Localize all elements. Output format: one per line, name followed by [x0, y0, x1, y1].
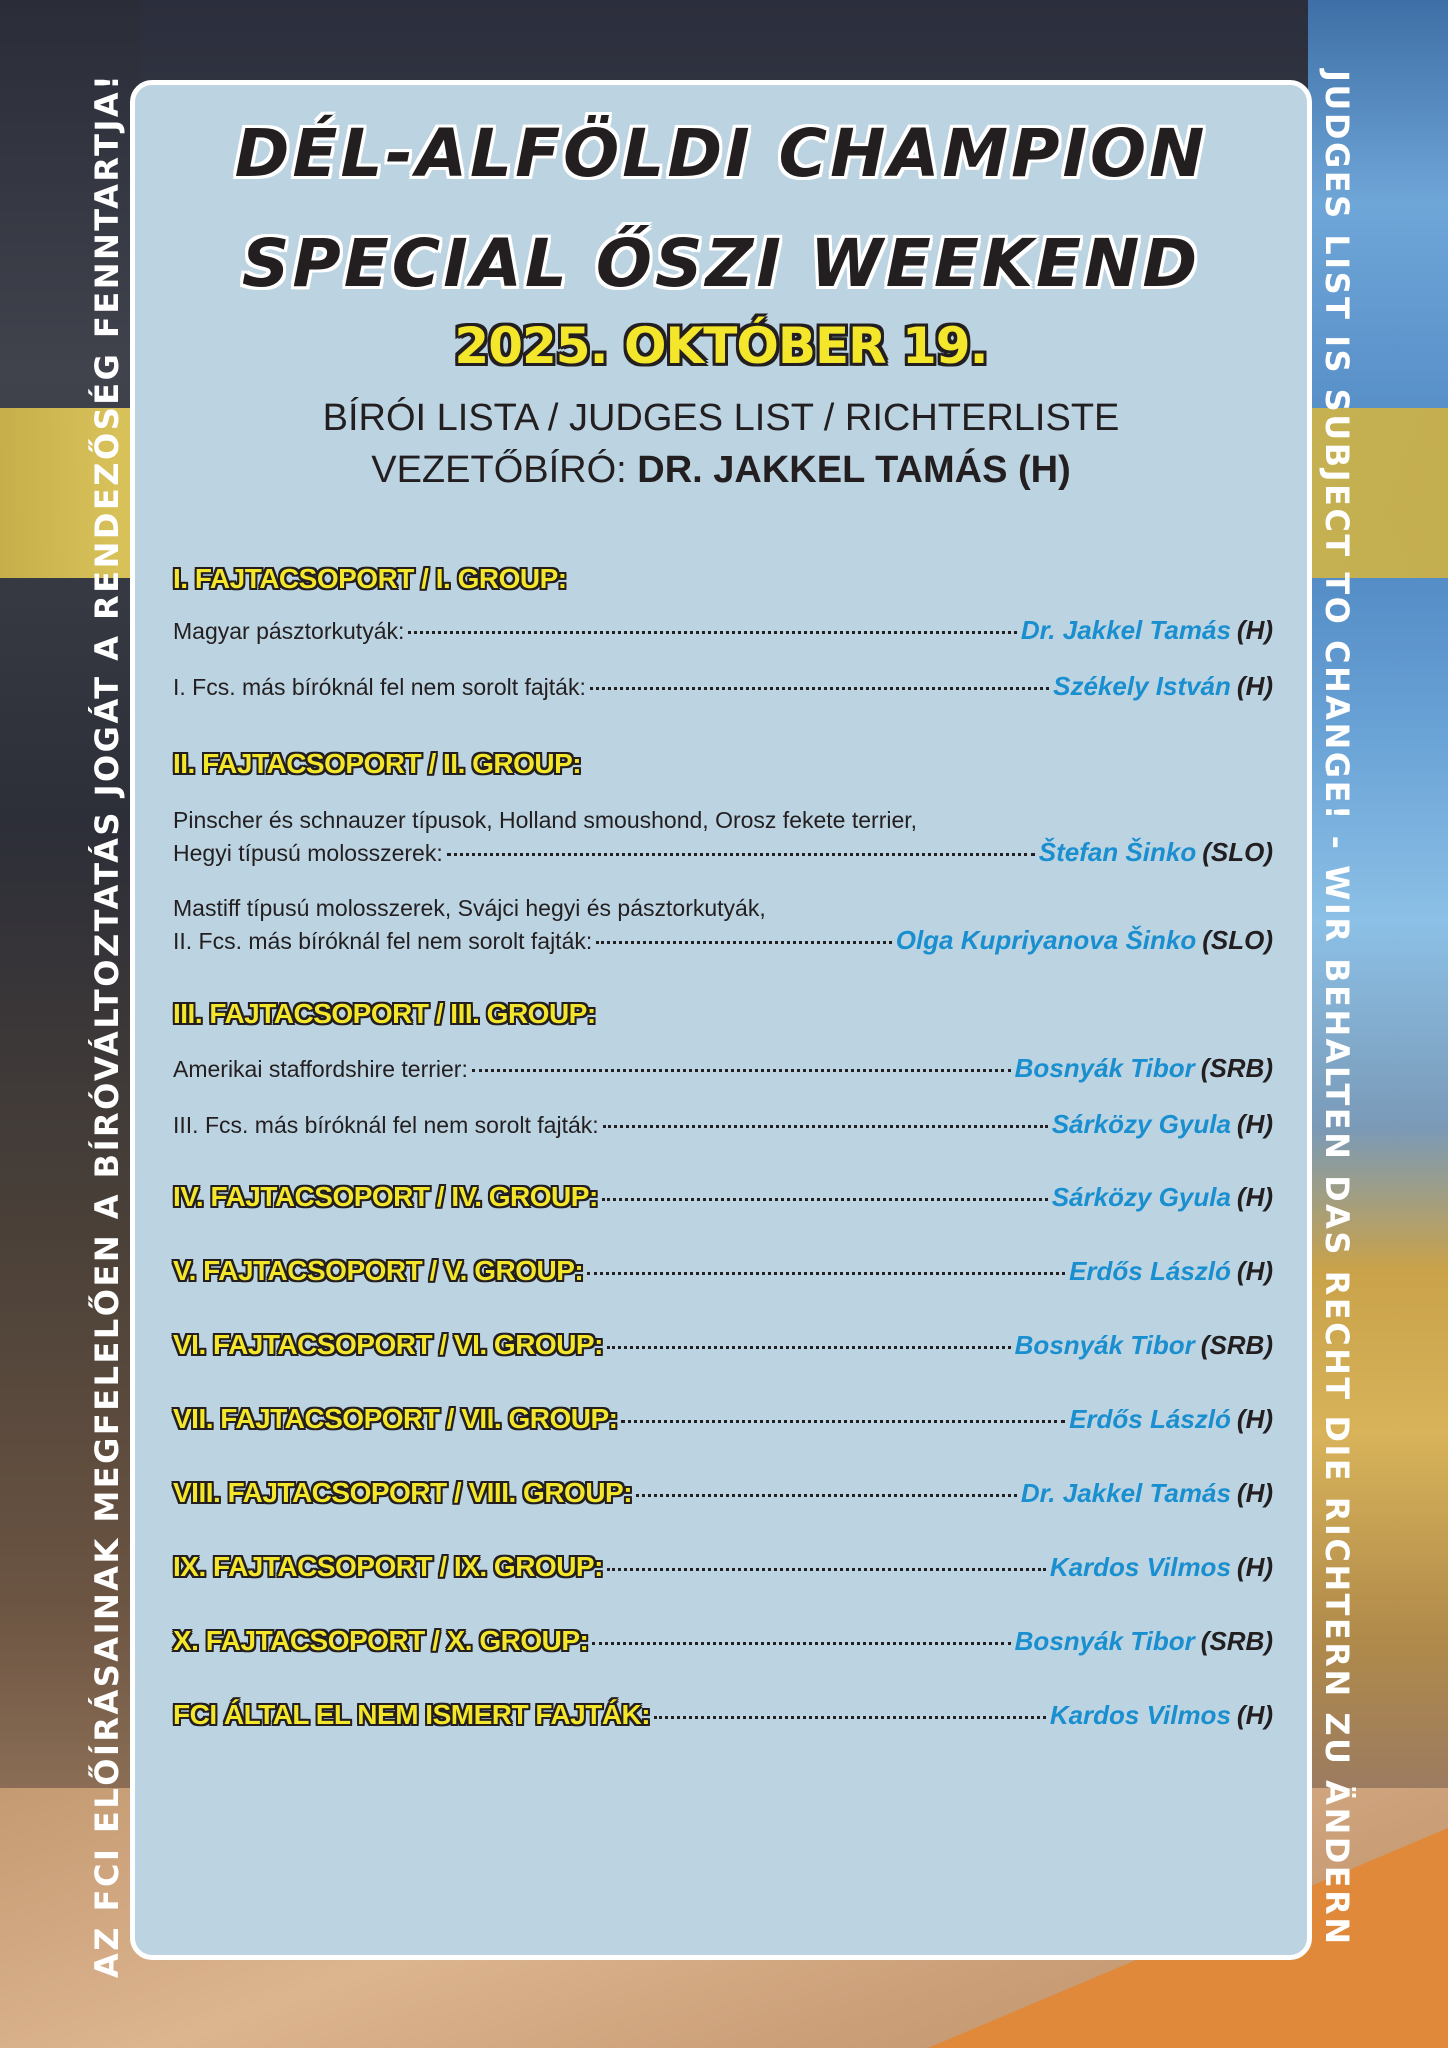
- chief-judge-prefix: VEZETŐBÍRÓ:: [371, 449, 638, 491]
- group-row-4: [173, 1181, 1273, 1221]
- judge-country: (H): [1236, 1478, 1273, 1508]
- breed-label: Amerikai staffordshire terrier:: [173, 1056, 468, 1082]
- judge-country: (H): [1236, 1404, 1273, 1434]
- judge-country: (H): [1236, 1109, 1273, 1139]
- judge-country: (H): [1236, 615, 1273, 645]
- dot-leader: [408, 631, 1016, 634]
- judge-name: Dr. Jakkel Tamás: [1020, 1478, 1231, 1508]
- judge-country: (H): [1236, 1552, 1273, 1582]
- judge-name: Sárközy Gyula: [1051, 1182, 1231, 1212]
- breed-label: Magyar pásztorkutyák:: [173, 618, 405, 644]
- dot-leader: [596, 941, 891, 944]
- judge-name: Székely István: [1053, 671, 1231, 701]
- judge-row: [173, 671, 1273, 711]
- group-heading-1: I. FAJTACSOPORT / I. GROUP:: [173, 563, 567, 594]
- judge-name: Dr. Jakkel Tamás: [1020, 615, 1231, 645]
- group-row-10: [173, 1625, 1273, 1665]
- group-label: IV. FAJTACSOPORT / IV. GROUP:: [173, 1181, 598, 1212]
- dot-leader: [472, 1069, 1011, 1072]
- group-heading-3: III. FAJTACSOPORT / III. GROUP:: [173, 998, 596, 1029]
- judge-country: (SRB): [1200, 1053, 1273, 1083]
- dot-leader: [590, 687, 1049, 690]
- dot-leader: [621, 1420, 1065, 1423]
- breed-label-line1: Pinscher és schnauzer típusok, Holland smoushond, Orosz fekete terrier,: [173, 807, 918, 833]
- group-row-unrecognized: [173, 1699, 1273, 1739]
- group-row-5: [173, 1255, 1273, 1295]
- judge-name: Erdős László: [1069, 1256, 1231, 1286]
- group-label: V. FAJTACSOPORT / V. GROUP:: [173, 1255, 584, 1286]
- dot-leader: [603, 1125, 1048, 1128]
- breed-label: I. Fcs. más bíróknál fel nem sorolt fajták:: [173, 674, 586, 700]
- breed-label-line1: Mastiff típusú molosszerek, Svájci hegyi és pásztorkutyák,: [173, 895, 766, 921]
- judge-country: (H): [1236, 1182, 1273, 1212]
- judges-list-card: [130, 80, 1312, 1960]
- group-label: VIII. FAJTACSOPORT / VIII. GROUP:: [173, 1477, 633, 1508]
- breed-label: II. Fcs. más bíróknál fel nem sorolt fajták:: [173, 928, 593, 954]
- judge-row: [173, 1109, 1273, 1149]
- judge-country: (SLO): [1202, 837, 1273, 867]
- judge-country: (SRB): [1200, 1330, 1273, 1360]
- group-label: VI. FAJTACSOPORT / VI. GROUP:: [173, 1329, 603, 1360]
- breed-label: Hegyi típusú molosszerek:: [173, 840, 443, 866]
- judge-name: Olga Kupriyanova Šinko: [895, 925, 1197, 955]
- breed-label: III. Fcs. más bíróknál fel nem sorolt fajták:: [173, 1112, 599, 1138]
- judge-name: Kardos Vilmos: [1049, 1700, 1231, 1730]
- event-title-line1: DÉL-ALFÖLDI CHAMPION: [234, 115, 1208, 192]
- dot-leader: [592, 1642, 1010, 1645]
- group-label: FCI ÁLTAL EL NEM ISMERT FAJTÁK:: [173, 1699, 651, 1730]
- judge-country: (H): [1236, 1256, 1273, 1286]
- list-subtitle: BÍRÓI LISTA / JUDGES LIST / RICHTERLISTE: [322, 397, 1120, 439]
- chief-judge-name: DR. JAKKEL TAMÁS (H): [637, 449, 1071, 491]
- group-row-6: [173, 1329, 1273, 1369]
- group-label: X. FAJTACSOPORT / X. GROUP:: [173, 1625, 589, 1656]
- chief-judge-line: [135, 449, 1307, 492]
- judge-name: Bosnyák Tibor: [1014, 1053, 1195, 1083]
- group-row-7: [173, 1403, 1273, 1443]
- judge-country: (SRB): [1200, 1626, 1273, 1656]
- event-title-line2: SPECIAL ŐSZI WEEKEND: [241, 225, 1201, 302]
- dot-leader: [607, 1568, 1046, 1571]
- judge-name: Bosnyák Tibor: [1014, 1330, 1195, 1360]
- judge-name: Sárközy Gyula: [1051, 1109, 1231, 1139]
- group-row-9: [173, 1551, 1273, 1591]
- judge-name: Štefan Šinko: [1038, 837, 1197, 867]
- judge-row: [173, 1053, 1273, 1093]
- dot-leader: [607, 1346, 1011, 1349]
- side-notice-right: JUDGES LIST IS SUBJECT TO CHANGE! - WIR BEHALTEN DAS RECHT DIE RICHTERN ZU ÄNDERN: [1318, 70, 1356, 1947]
- judge-row: [173, 615, 1273, 655]
- dot-leader: [587, 1272, 1065, 1275]
- dot-leader: [602, 1198, 1048, 1201]
- dot-leader: [654, 1716, 1046, 1719]
- judge-country: (H): [1236, 1700, 1273, 1730]
- judge-name: Bosnyák Tibor: [1014, 1626, 1195, 1656]
- group-row-8: [173, 1477, 1273, 1517]
- dot-leader: [447, 853, 1035, 856]
- dot-leader: [636, 1494, 1017, 1497]
- judge-name: Erdős László: [1069, 1404, 1231, 1434]
- judge-country: (H): [1236, 671, 1273, 701]
- group-label: VII. FAJTACSOPORT / VII. GROUP:: [173, 1403, 618, 1434]
- judge-row: [173, 837, 1273, 877]
- group-heading-2: II. FAJTACSOPORT / II. GROUP:: [173, 748, 582, 779]
- judge-row: [173, 925, 1273, 965]
- group-label: IX. FAJTACSOPORT / IX. GROUP:: [173, 1551, 603, 1582]
- side-notice-left: AZ FCI ELŐÍRÁSAINAK MEGFELELŐEN A BÍRÓVÁLTOZTATÁS JOGÁT A RENDEZŐSÉG FENNTARTJA!: [88, 72, 126, 1978]
- judge-name: Kardos Vilmos: [1049, 1552, 1231, 1582]
- judge-country: (SLO): [1202, 925, 1273, 955]
- event-date: 2025. OKTÓBER 19.: [454, 317, 988, 375]
